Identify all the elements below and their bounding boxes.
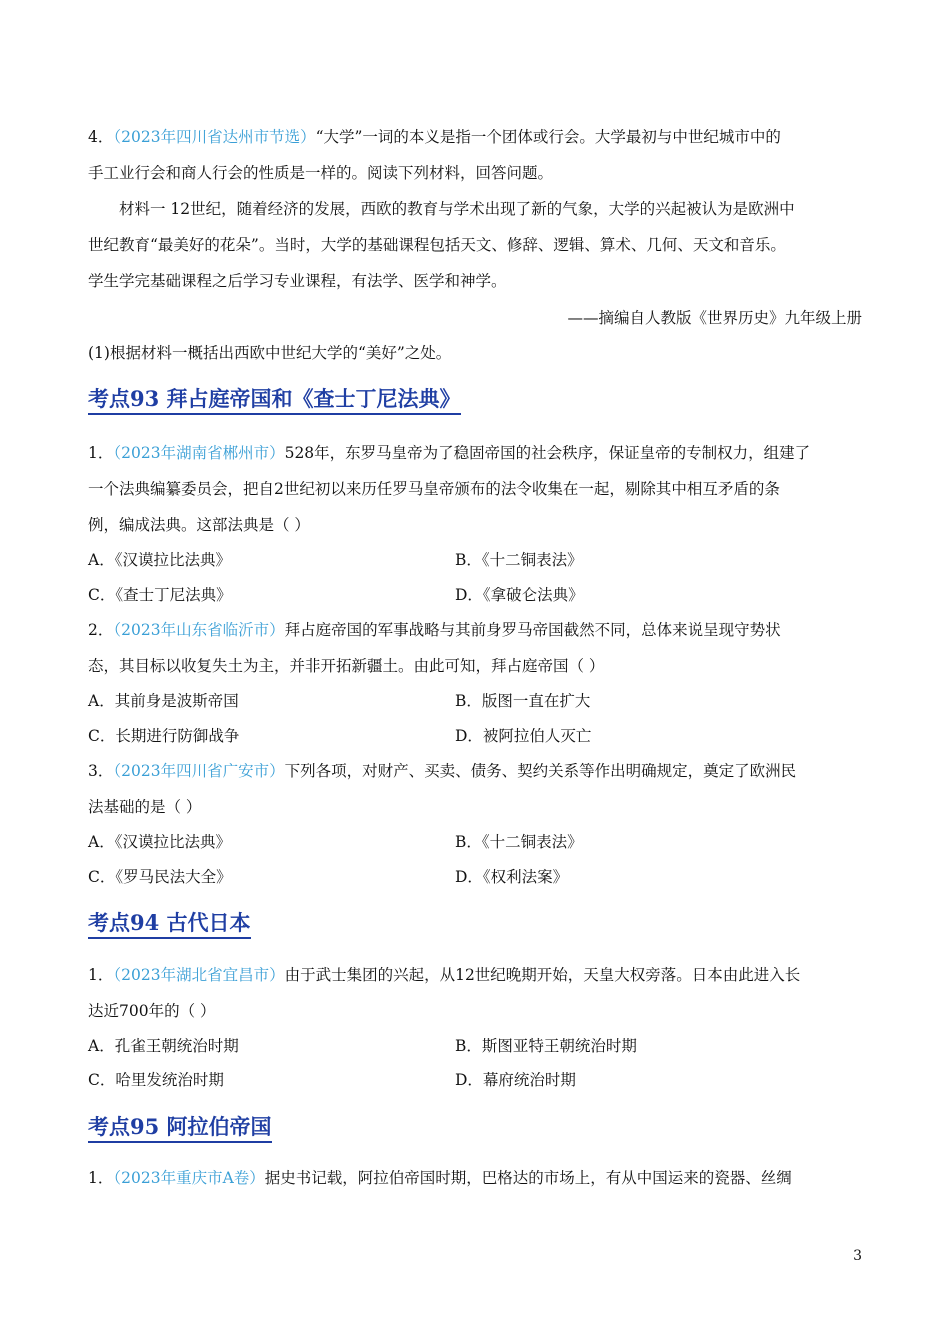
s94-q1-option-a: A．孔雀王朝统治时期 [88, 1037, 239, 1055]
s93-q2-line-2: 态，其目标以收复失土为主，并非开拓新疆土。由此可知，拜占庭帝国（ ） [88, 657, 605, 675]
s93-q3-option-b: B．《十二铜表法》 [455, 833, 583, 851]
s94-q1-option-d: D．幕府统治时期 [455, 1071, 576, 1089]
s93-q1-line-2: 一个法典编纂委员会，把自2世纪初以来历任罗马皇帝颁布的法令收集在一起，剔除其中相互矛盾的条 [88, 480, 780, 498]
s93-q2-option-a: A．其前身是波斯帝国 [88, 692, 239, 710]
s93-q1-option-a: A．《汉谟拉比法典》 [88, 551, 231, 569]
s94-q1-line-2: 达近700年的（ ） [88, 1002, 216, 1020]
q4-subquestion-1: (1)根据材料一概括出西欧中世纪大学的“美好”之处。 [88, 344, 452, 362]
q4-material-line-2: 世纪教育“最美好的花朵”。当时，大学的基础课程包括天文、修辞、逻辑、算术、几何、天文和音乐。 [88, 236, 786, 254]
s93-q1-option-d: D．《拿破仑法典》 [455, 586, 584, 604]
section-93-heading[interactable]: 考点93 拜占庭帝国和《查士丁尼法典》 [88, 386, 461, 415]
s93-q2-line-1: 2．（2023年山东省临沂市）拜占庭帝国的军事战略与其前身罗马帝国截然不同，总体来说呈现守势状 [88, 621, 781, 639]
s93-q3-option-c: C．《罗马民法大全》 [88, 868, 232, 886]
s94-q1-option-c: C．哈里发统治时期 [88, 1071, 224, 1089]
s95-q1-source: （2023年重庆市A卷） [113, 1169, 265, 1187]
s93-q1-option-b: B．《十二铜表法》 [455, 551, 583, 569]
s93-q1-source: （2023年湖南省郴州市） [113, 444, 285, 462]
q4-material-line-1: 材料一 12世纪，随着经济的发展，西欧的教育与学术出现了新的气象，大学的兴起被认为是欧洲中 [119, 200, 795, 218]
s93-q3-option-a: A．《汉谟拉比法典》 [88, 833, 231, 851]
q4-citation: ——摘编自人教版《世界历史》九年级上册 [567, 309, 862, 327]
s93-q1-line-3: 例，编成法典。这部法典是（ ） [88, 516, 310, 534]
q4-source: （2023年四川省达州市节选） [113, 128, 316, 146]
s93-q1-option-c: C．《查士丁尼法典》 [88, 586, 232, 604]
s93-q1-line-1: 1．（2023年湖南省郴州市）528年，东罗马皇帝为了稳固帝国的社会秩序，保证皇帝的专制权力，组建了 [88, 444, 811, 462]
s93-q3-line-1: 3．（2023年四川省广安市）下列各项，对财产、买卖、债务、契约关系等作出明确规定，奠定了欧洲民 [88, 762, 797, 780]
q4-line-2: 手工业行会和商人行会的性质是一样的。阅读下列材料，回答问题。 [88, 164, 554, 182]
s94-q1-option-b: B．斯图亚特王朝统治时期 [455, 1037, 637, 1055]
s95-q1-line-1: 1．（2023年重庆市A卷）据史书记载，阿拉伯帝国时期，巴格达的市场上，有从中国运来的瓷器、丝绸 [88, 1169, 792, 1187]
section-95-heading[interactable]: 考点95 阿拉伯帝国 [88, 1114, 272, 1143]
s94-q1-line-1: 1．（2023年湖北省宜昌市）由于武士集团的兴起，从12世纪晚期开始，天皇大权旁落。日本由此进入长 [88, 966, 801, 984]
q4-line-1: 4．（2023年四川省达州市节选）“大学”一词的本义是指一个团体或行会。大学最初与中世纪城市中的 [88, 128, 781, 146]
q4-material-line-3: 学生学完基础课程之后学习专业课程，有法学、医学和神学。 [88, 272, 507, 290]
s94-q1-source: （2023年湖北省宜昌市） [113, 966, 285, 984]
s93-q2-option-b: B．版图一直在扩大 [455, 692, 591, 710]
s93-q3-source: （2023年四川省广安市） [113, 762, 285, 780]
page-number: 3 [853, 1248, 862, 1264]
s93-q2-option-c: C．长期进行防御战争 [88, 727, 240, 745]
s93-q2-source: （2023年山东省临沂市） [113, 621, 285, 639]
section-94-heading[interactable]: 考点94 古代日本 [88, 910, 251, 939]
s93-q3-option-d: D．《权利法案》 [455, 868, 569, 886]
s93-q2-option-d: D．被阿拉伯人灭亡 [455, 727, 592, 745]
s93-q3-line-2: 法基础的是（ ） [88, 798, 202, 816]
